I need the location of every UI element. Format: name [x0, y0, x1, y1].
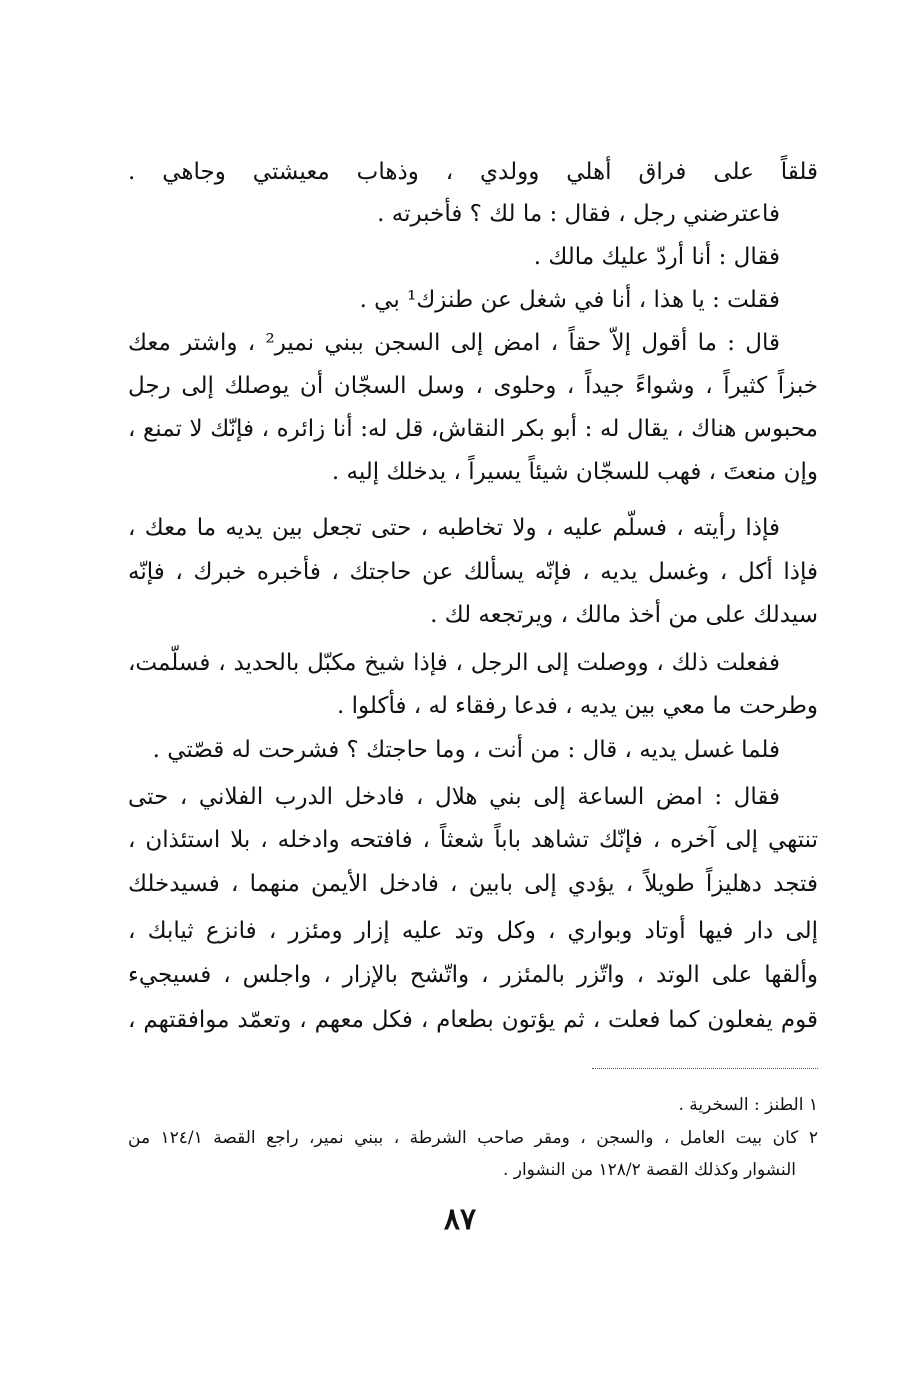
- body-line-11: سيدلك على من أخذ مالك ، ويرتجعه لك .: [430, 602, 818, 628]
- page-number: ٨٧: [443, 1202, 477, 1237]
- body-line-20: قوم يفعلون كما فعلت ، ثم يؤتون بطعام ، فكل معهم ، وتعمّد موافقتهم ،: [128, 1007, 818, 1033]
- body-line-8: وإن منعتَ ، فهب للسجّان شيئاً يسيراً ، يدخلك إليه .: [331, 459, 818, 485]
- body-line-19: وألقها على الوتد ، واتّزر بالمئزر ، واتّشح بالإزار ، واجلس ، فسيجيء: [128, 962, 818, 988]
- footnote-2-continued: النشوار وكذلك القصة ١٢٨/٢ من النشوار .: [502, 1160, 796, 1180]
- body-line-5: قال : ما أقول إلاّ حقاً ، امض إلى السجن ببني نمير² ، واشتر معك: [128, 330, 780, 356]
- body-line-12: ففعلت ذلك ، ووصلت إلى الرجل ، فإذا شيخ مكبّل بالحديد ، فسلّمت،: [128, 650, 780, 676]
- body-line-13: وطرحت ما معي بين يديه ، فدعا رفقاء له ، فأكلوا .: [337, 693, 818, 719]
- body-line-4: فقلت : يا هذا ، أنا في شغل عن طنزك¹ بي .: [359, 287, 780, 313]
- body-line-9: فإذا رأيته ، فسلّم عليه ، ولا تخاطبه ، حتى تجعل بين يديه ما معك ،: [128, 515, 780, 541]
- body-line-15: فقال : امض الساعة إلى بني هلال ، فادخل الدرب الفلاني ، حتى: [128, 784, 780, 810]
- body-line-17: فتجد دهليزاً طويلاً ، يؤدي إلى بابين ، فادخل الأيمن منهما ، فسيدخلك: [128, 871, 818, 897]
- footnote-1: ١ الطنز : السخرية .: [678, 1095, 818, 1115]
- footnote-2: ٢ كان بيت العامل ، والسجن ، ومقر صاحب الشرطة ، ببني نمير، راجع القصة ١٢٤/١ من: [128, 1128, 818, 1148]
- body-line-3: فقال : أنا أردّ عليك مالك .: [533, 244, 780, 270]
- body-line-16: تنتهي إلى آخره ، فإنّك تشاهد باباً شعثاً ، فافتحه وادخله ، بلا استئذان ،: [128, 827, 818, 853]
- footnote-separator: [592, 1068, 818, 1069]
- body-line-6: خبزاً كثيراً ، وشواءً جيداً ، وحلوى ، وسل السجّان أن يوصلك إلى رجل: [128, 373, 818, 399]
- body-line-2: فاعترضني رجل ، فقال : ما لك ؟ فأخبرته .: [377, 201, 780, 227]
- body-line-18: إلى دار فيها أوتاد وبواري ، وكل وتد عليه إزار ومئزر ، فانزع ثيابك ،: [128, 918, 818, 944]
- body-line-14: فلما غسل يديه ، قال : من أنت ، وما حاجتك ؟ فشرحت له قصّتي .: [152, 737, 780, 763]
- body-line-10: فإذا أكل ، وغسل يديه ، فإنّه يسألك عن حاجتك ، فأخبره خبرك ، فإنّه: [128, 559, 818, 585]
- body-line-7: محبوس هناك ، يقال له : أبو بكر النقاش، قل له: أنا زائره ، فإنّك لا تمنع ،: [128, 416, 818, 442]
- body-line-1: قلقاً على فراق أهلي وولدي ، وذهاب معيشتي وجاهي .: [128, 159, 818, 185]
